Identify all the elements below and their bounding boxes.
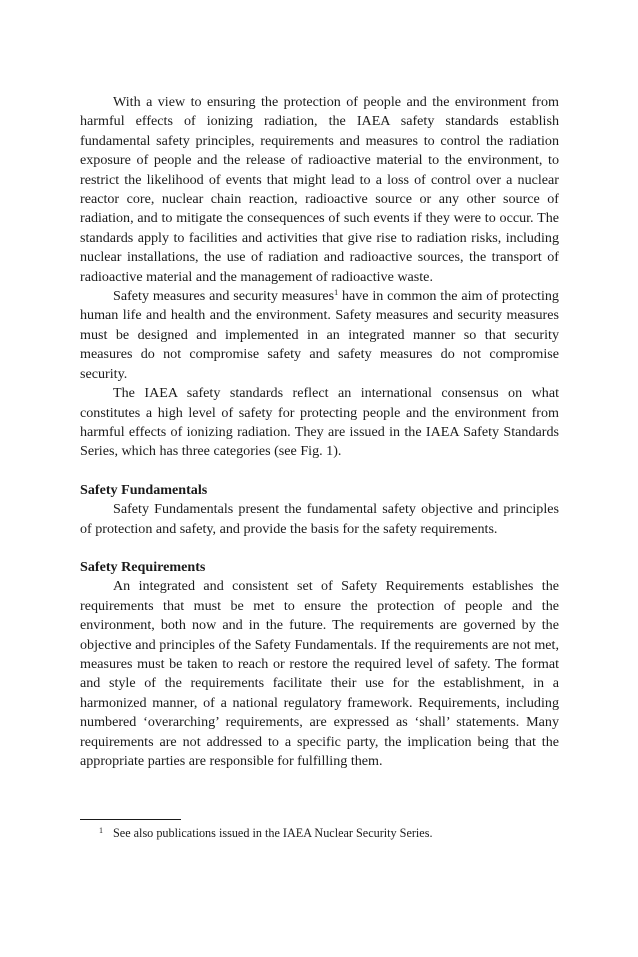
- safety-requirements-text: An integrated and consistent set of Safety Requirements establishes the requirements that must be met to ensure the protection of people and the environment, both now and in the future. The requirements are governed by the objective and principles of the Safety Fundamentals. If the requirements are not met, measures must be taken to reach or restore the required level of safety. The format and style of the requirements facilitate their use for the establishment, in a harmonized manner, of a national regulatory framework. Requirements, including numbered ‘overarching’ requirements, are expressed as ‘shall’ statements. Many requirements are not addressed to a specific party, the implication being that the appropriate parties are responsible for fulfilling them.: [80, 578, 559, 769]
- security-paragraph-end: have in common the aim of protecting human life and health and the environment. Safety measures and security measures must be designed and implemented in an integrated manner so that security measures do not compromise safety and safety measures do not compromise security.: [80, 288, 559, 382]
- consensus-paragraph: The IAEA safety standards reflect an international consensus on what constitutes a high level of safety for protecting people and the environment from harmful effects of ionizing radiation. They are issued in the IAEA Safety Standards Series, which has three categories (see Fig. 1).: [80, 385, 559, 460]
- security-paragraph-start: Safety measures and security measures: [113, 288, 335, 305]
- safety-requirements-heading: Safety Requirements: [80, 558, 206, 575]
- footnote-reference: 1: [334, 288, 339, 298]
- safety-fundamentals-heading: Safety Fundamentals: [80, 481, 208, 498]
- security-paragraph: [80, 287, 559, 384]
- footnote-text: See also publications issued in the IAEA Nuclear Security Series.: [113, 826, 433, 840]
- footnote: 1 See also publications issued in the IAEA Nuclear Security Series.: [99, 826, 433, 840]
- footnote-divider: [80, 819, 181, 820]
- section-spacer: [80, 539, 559, 558]
- section-spacer: [80, 462, 559, 481]
- intro-paragraph: With a view to ensuring the protection of people and the environment from harmful effects of ionizing radiation, the IAEA safety standards establish fundamental safety principles, requirements and measures to control the radiation exposure of people and the release of radioactive material to the environment, to restrict the likelihood of events that might lead to a loss of control over a nuclear reactor core, nuclear chain reaction, radioactive source or any other source of radiation, and to mitigate the consequences of such events if they were to occur. The standards apply to facilities and activities that give rise to radiation risks, including nuclear installations, the use of radiation and radioactive sources, the transport of radioactive material and the management of radioactive waste.: [80, 94, 559, 285]
- page-body: [80, 93, 559, 771]
- safety-fundamentals-text: Safety Fundamentals present the fundamental safety objective and principles of protection and safety, and provide the basis for the safety requirements.: [80, 501, 559, 537]
